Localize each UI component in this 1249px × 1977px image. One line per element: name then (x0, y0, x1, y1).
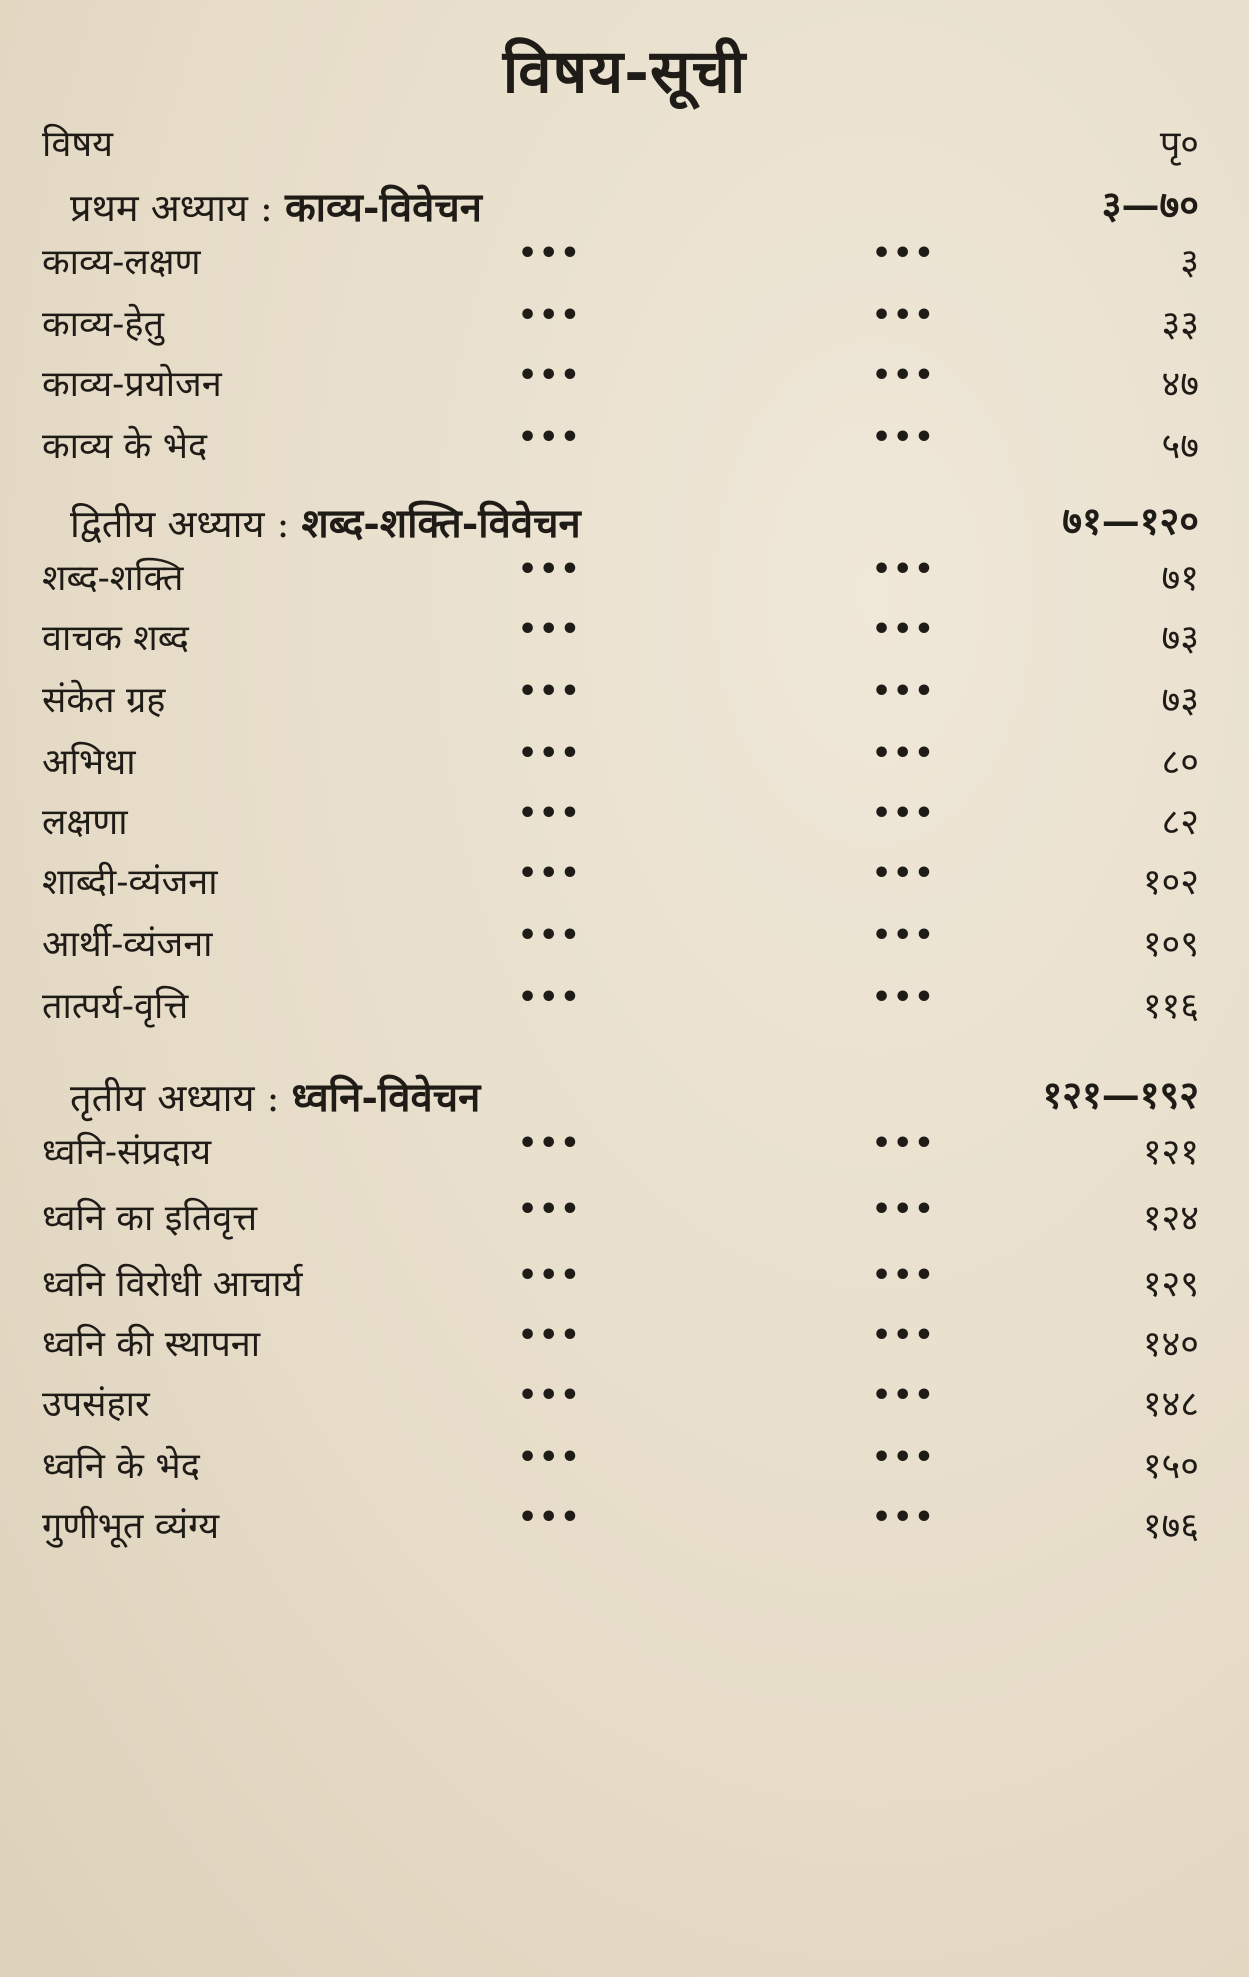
toc-entry (0, 980, 1249, 1040)
chapter-page-range: १२१—१९२ (1042, 1072, 1199, 1117)
leader-dots: ••• (518, 420, 582, 455)
entry-label: ध्वनि विरोधी आचार्य (42, 1264, 303, 1305)
toc-entry (0, 674, 1249, 734)
chapter-title: शब्द-शक्ति-विवेचन (301, 500, 581, 547)
toc-entry (0, 736, 1249, 796)
entry-page: १४८ (1142, 1384, 1199, 1425)
entry-page: ७३ (1161, 618, 1199, 659)
entry-label: उपसंहार (42, 1384, 150, 1425)
page-column-label: पृ० (1159, 124, 1199, 165)
page-title: विषय-सूची (502, 37, 747, 107)
entry-page: १२४ (1142, 1198, 1199, 1239)
leader-dots: ••• (872, 1500, 936, 1535)
entry-page: ८२ (1161, 802, 1199, 843)
leader-dots: ••• (872, 1126, 936, 1161)
leader-dots: ••• (872, 358, 936, 393)
leader-dots: ••• (872, 918, 936, 953)
leader-dots: ••• (518, 1500, 582, 1535)
leader-dots: ••• (872, 1192, 936, 1227)
entry-label: शब्द-शक्ति (42, 558, 184, 599)
chapter-page-range: ७१—१२० (1062, 498, 1199, 543)
toc-entry (0, 856, 1249, 916)
leader-dots: ••• (518, 1378, 582, 1413)
toc-entry (0, 1126, 1249, 1186)
leader-dots: ••• (872, 736, 936, 771)
leader-dots: ••• (518, 918, 582, 953)
toc-entry (0, 918, 1249, 978)
toc-entry (0, 1192, 1249, 1252)
leader-dots: ••• (518, 674, 582, 709)
toc-entry (0, 1318, 1249, 1378)
entry-page: ३३ (1161, 304, 1199, 345)
leader-dots: ••• (518, 1258, 582, 1293)
leader-dots: ••• (872, 796, 936, 831)
toc-entry (0, 420, 1249, 480)
toc-entry (0, 1440, 1249, 1500)
leader-dots: ••• (872, 856, 936, 891)
entry-page: १५० (1142, 1446, 1199, 1487)
entry-page: १०२ (1142, 862, 1199, 903)
entry-page: १२९ (1142, 1264, 1199, 1305)
leader-dots: ••• (518, 236, 582, 271)
leader-dots: ••• (872, 1440, 936, 1475)
toc-entry (0, 1378, 1249, 1438)
chapter-name: प्रथम अध्याय : (70, 186, 273, 230)
entry-page: ५७ (1161, 426, 1199, 467)
entry-label: आर्थी-व्यंजना (42, 924, 213, 965)
entry-page: १२१ (1142, 1132, 1199, 1173)
leader-dots: ••• (872, 674, 936, 709)
toc-entry (0, 298, 1249, 358)
toc-entry (0, 1500, 1249, 1560)
entry-page: ७३ (1161, 680, 1199, 721)
toc-entry (0, 358, 1249, 418)
chapter-name: तृतीय अध्याय : (70, 1076, 280, 1120)
leader-dots: ••• (872, 420, 936, 455)
toc-entry (0, 552, 1249, 612)
entry-label: गुणीभूत व्यंग्य (42, 1506, 220, 1547)
chapter-page-range: ३—७० (1101, 182, 1199, 227)
leader-dots: ••• (872, 612, 936, 647)
leader-dots: ••• (872, 298, 936, 333)
leader-dots: ••• (518, 1318, 582, 1353)
leader-dots: ••• (518, 796, 582, 831)
leader-dots: ••• (518, 1192, 582, 1227)
leader-dots: ••• (872, 1318, 936, 1353)
entry-label: तात्पर्य-वृत्ति (42, 986, 189, 1027)
leader-dots: ••• (872, 236, 936, 271)
leader-dots: ••• (518, 856, 582, 891)
entry-label: शाब्दी-व्यंजना (42, 862, 218, 903)
leader-dots: ••• (518, 358, 582, 393)
entry-label: ध्वनि के भेद (42, 1446, 200, 1487)
leader-dots: ••• (518, 612, 582, 647)
leader-dots: ••• (518, 980, 582, 1015)
toc-header-row (0, 118, 1249, 178)
entry-page: ७१ (1161, 558, 1199, 599)
entry-label: काव्य के भेद (42, 426, 208, 467)
entry-label: ध्वनि-संप्रदाय (42, 1132, 212, 1173)
entry-label: ध्वनि की स्थापना (42, 1324, 261, 1365)
entry-label: काव्य-हेतु (42, 304, 164, 345)
entry-page: १०९ (1142, 924, 1199, 965)
chapter-heading (0, 494, 1249, 554)
entry-label: काव्य-प्रयोजन (42, 364, 222, 405)
leader-dots: ••• (872, 1378, 936, 1413)
leader-dots: ••• (872, 552, 936, 587)
entry-label: अभिधा (42, 742, 136, 783)
chapter-heading (0, 178, 1249, 238)
leader-dots: ••• (518, 552, 582, 587)
leader-dots: ••• (518, 298, 582, 333)
leader-dots: ••• (518, 736, 582, 771)
entry-page: ४७ (1161, 364, 1199, 405)
entry-page: ८० (1161, 742, 1199, 783)
toc-entry (0, 612, 1249, 672)
entry-label: लक्षणा (42, 802, 128, 843)
entry-label: ध्वनि का इतिवृत्त (42, 1198, 258, 1239)
leader-dots: ••• (518, 1440, 582, 1475)
toc-entry (0, 796, 1249, 856)
chapter-heading (0, 1068, 1249, 1128)
toc-entry (0, 236, 1249, 296)
entry-label: वाचक शब्द (42, 618, 189, 659)
entry-label: संकेत ग्रह (42, 680, 166, 721)
entry-page: ११६ (1142, 986, 1199, 1027)
leader-dots: ••• (872, 980, 936, 1015)
entry-page: १४० (1142, 1324, 1199, 1365)
leader-dots: ••• (518, 1126, 582, 1161)
chapter-name: द्वितीय अध्याय : (70, 502, 290, 546)
chapter-title: काव्य-विवेचन (284, 184, 482, 231)
subject-column-label: विषय (42, 124, 114, 165)
chapter-title: ध्वनि-विवेचन (291, 1074, 481, 1121)
entry-page: ३ (1180, 242, 1199, 283)
toc-entry (0, 1258, 1249, 1318)
leader-dots: ••• (872, 1258, 936, 1293)
entry-page: १७६ (1142, 1506, 1199, 1547)
entry-label: काव्य-लक्षण (42, 242, 201, 283)
